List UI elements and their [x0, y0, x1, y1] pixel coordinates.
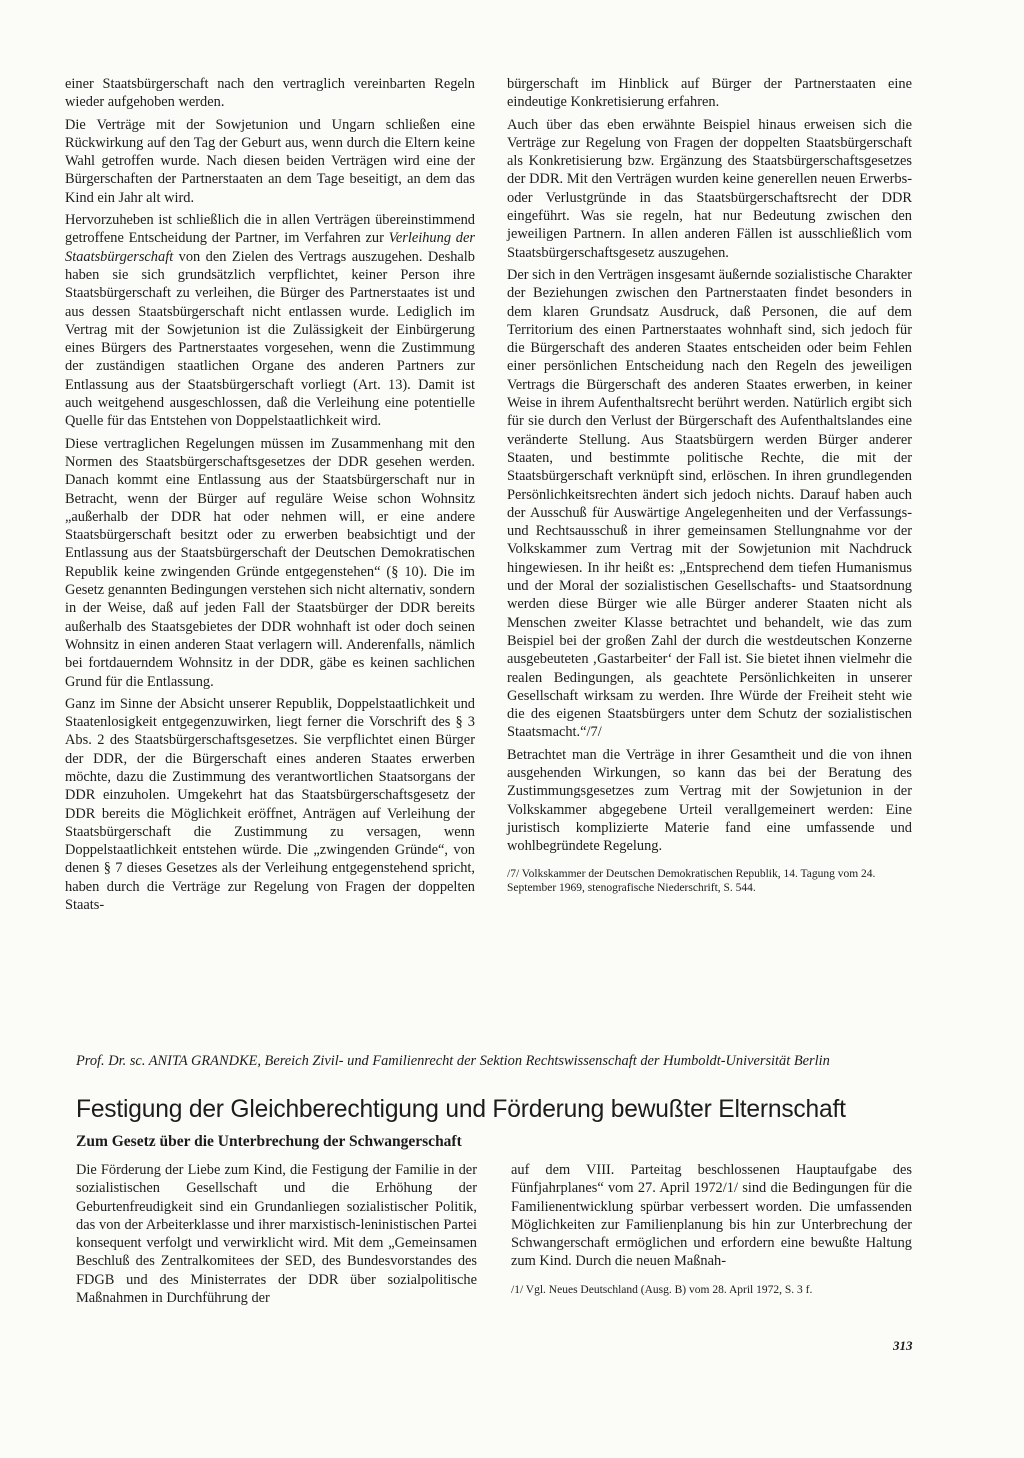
- emphasis-text: Verleihung der Staatsbürgerschaft: [65, 230, 475, 265]
- footnote: /1/ Vgl. Neues Deutschland (Ausg. B) vom 28. April 1972, S. 3 f.: [511, 1283, 813, 1296]
- paragraph: Die Verträge mit der Sowjetunion und Ungarn schließen eine Rückwirkung auf den Tag der Geburt aus, wenn durch die Eltern keine Wahl getroffen wurde. Nach diesen beiden Verträgen wird eine der Bürgerschaften der Partnerstaaten an dem Tage beseitigt, an dem das Kind ein Jahr alt wird.: [65, 116, 475, 206]
- paragraph: auf dem VIII. Parteitag beschlossenen Hauptaufgabe des Fünfjahrplanes“ vom 27. April 1972/1/ sind die Bedingungen für die Familienentwicklung spürbar verbessert worden. Die umfassenden Möglichkeiten zur Familienplanung bis hin zur Unterbrechung der Schwangerschaft ermöglichen und erfordern eine bewußte Haltung zum Kind. Durch die neuen Maßnah-: [511, 1162, 912, 1270]
- paragraph: Betrachtet man die Verträge in ihrer Gesamtheit und die von ihnen ausgehenden Wirkungen, so kann das bei der Beratung des Zustimmungsgesetzes zum Vertrag mit der Sowjetunion in der Volkskammer abgegebene Urteil verallgemeinert werden: Eine juristisch komplizierte Materie fand eine umfassende und wohlbegründete Regelung.: [507, 746, 912, 855]
- paragraph: einer Staatsbürgerschaft nach den vertraglich vereinbarten Regeln wieder aufgehoben werden.: [65, 76, 475, 111]
- top-right-column: [507, 75, 912, 895]
- author-line: Prof. Dr. sc. ANITA GRANDKE, Bereich Zivil- und Familienrecht der Sektion Rechtswissenschaft der Humboldt-Universität Berlin: [76, 1053, 830, 1069]
- article-title: Festigung der Gleichberechtigung und Förderung bewußter Elternschaft: [76, 1096, 846, 1123]
- top-left-column: [65, 75, 475, 918]
- paragraph-text: Hervorzuheben ist schließlich die in allen Verträgen übereinstimmend getroffene Entscheidung der Partner, im Verfahren zur: [65, 212, 475, 247]
- paragraph: [65, 211, 475, 431]
- page-number: 313: [893, 1338, 913, 1353]
- bottom-left-column: [76, 1161, 477, 1311]
- paragraph-text: von den Zielen des Vertrags auszugehen. Deshalb haben sie sich grundsätzlich verpflichtet, keiner Person ihre Staatsbürgerschaft zu verleihen, die Bürger des Partnerstaates ist und aus dessen Staatsbürgerschaft nicht entlassen wurde. Lediglich im Vertrag mit der Sowjetunion ist die Zulässigkeit der Einbürgerung eines Bürgers des Partnerstaates vorgesehen, wenn die Zustimmung der zuständigen staatlichen Organe des anderen Partners zur Entlassung aus der Staatsbürgerschaft vorliegt (Art. 13). Damit ist auch weitgehend ausgeschlossen, daß die Verleihung eine potentielle Quelle für das Entstehen von Doppelstaatlichkeit wird.: [65, 248, 475, 430]
- bottom-right-column: [511, 1161, 912, 1297]
- paragraph: Ganz im Sinne der Absicht unserer Republik, Doppelstaatlichkeit und Staatenlosigkeit entgegenzuwirken, liegt ferner die Vorschrift des § 3 Abs. 2 des Staatsbürgerschaftsgesetzes. Sie verpflichtet einen Bürger der DDR, der die Bürgerschaft eines anderen Staates erwerben möchte, dazu die Zustimmung des verantwortlichen Staatsorgans der DDR einzuholen. Umgekehrt hat das Staatsbürgerschaftsgesetz der DDR bereits die Möglichkeit eröffnet, Anträgen auf Verleihung der Staatsbürgerschaft die Zustimmung zu versagen, wenn Doppelstaatlichkeit entstehen würde. Die „zwingenden Gründe“, von denen § 7 dieses Gesetzes als der Verleihung entgegenstehend spricht, haben durch die Verträge zur Regelung von Fragen der doppelten Staats-: [65, 695, 475, 914]
- paragraph: Der sich in den Verträgen insgesamt äußernde sozialistische Charakter der Beziehungen zwischen den Partnerstaaten findet besonders in dem klaren Grundsatz Ausdruck, daß Personen, die auf dem Territorium des einen Partnerstaates wohnhaft sind, sich jedoch für die Bürgerschaft des anderen Staates entscheiden oder beim Fehlen einer persönlichen Entscheidung nach den Regeln des jeweiligen Vertrags die Bürgerschaft des anderen Staates erwerben, in keiner Weise in ihrem Aufenthaltsrecht berührt werden. Natürlich ergibt sich für sie durch den Verlust der Bürgerschaft des Aufenthaltslandes eine veränderte Stellung. Aus Staatsbürgern werden Bürger anderer Staaten, und bestimmte politische Rechte, die mit der Staatsbürgerschaft verknüpft sind, erlöschen. In ihren grundlegenden Persönlichkeitsrechten ändert sich jedoch nichts. Darauf haben auch der Ausschuß für Auswärtige Angelegenheiten und der Verfassungs- und Rechtsausschuß in ihrer gemeinsamen Stellungnahme vor der Volkskammer zum Vertrag mit der Sowjetunion mit Nachdruck hingewiesen. In ihr heißt es: „Entsprechend dem tiefen Humanismus und der Moral der sozialistischen Gesellschafts- und Staatsordnung werden diese Bürger wie alle Bürger anderer Staaten nicht als Menschen zweiter Klasse betrachtet und behandelt, wie das zum Beispiel bei der großen Zahl der durch die westdeutschen Konzerne ausgebeuteten ‚Gastarbeiter‘ der Fall ist. Sie bietet ihnen vielmehr die realen Bedingungen, als geachtete Persönlichkeiten in unserer Gesellschaft wirksam zu werden. Ihre Würde der Freiheit steht wie die des eigenen Staatsbürgers unter dem Schutz der sozialistischen Staatsmacht.“/7/: [507, 266, 912, 741]
- paragraph: Die Förderung der Liebe zum Kind, die Festigung der Familie in der sozialistischen Gesellschaft und die Erhöhung der Geburtenfreudigkeit sind ein Grundanliegen sozialistischer Politik, das von der Arbeiterklasse und ihrer marxistisch-leninistischen Partei konsequent verfolgt und verwirklicht wird. Mit dem „Gemeinsamen Beschluß des Zentralkomitees der SED, des Bundesvorstandes des FDGB und des Ministerrates der DDR über sozialpolitische Maßnahmen in Durchführung der: [76, 1162, 477, 1307]
- paragraph: Diese vertraglichen Regelungen müssen im Zusammenhang mit den Normen des Staatsbürgerschaftsgesetzes der DDR gesehen werden. Danach kommt eine Entlassung aus der Staatsbürgerschaft nur in Betracht, wenn der Bürger auf reguläre Weise schon Wohnsitz „außerhalb der DDR hat oder nehmen will, er eine andere Staatsbürgerschaft besitzt oder zu erwerben beabsichtigt und der Entlassung aus der Staatsbürgerschaft der Deutschen Demokratischen Republik keine zwingenden Gründe entgegenstehen“ (§ 10). Die im Gesetz genannten Bedingungen verstehen sich nicht alternativ, sondern in der Weise, daß auf jeden Fall der Staatsbürger der DDR bereits außerhalb des Staatsgebietes der DDR wohnhaft ist oder doch seinen Wohnsitz in einen anderen Staat verlagern will. Anderenfalls, nämlich bei fortdauerndem Wohnsitz in der DDR, gäbe es keinen sachlichen Grund für die Entlassung.: [65, 435, 475, 690]
- footnote: /7/ Volkskammer der Deutschen Demokratischen Republik, 14. Tagung vom 24. September 1969, stenografische Niederschrift, S. 544.: [507, 868, 876, 895]
- paragraph: bürgerschaft im Hinblick auf Bürger der Partnerstaaten eine eindeutige Konkretisierung erfahren.: [507, 76, 912, 111]
- article-subtitle: Zum Gesetz über die Unterbrechung der Schwangerschaft: [76, 1133, 462, 1150]
- paragraph: Auch über das eben erwähnte Beispiel hinaus erweisen sich die Verträge zur Regelung von Fragen der doppelten Staatsbürgerschaft als Konkretisierung bzw. Ergänzung des Staatsbürgerschaftsgesetzes der DDR. Mit den Verträgen wurden keine generellen neuen Erwerbs- oder Verlustgründe in das Staatsbürgerschaftsrecht der DDR eingeführt. Was sie regeln, hat nur Bedeutung zwischen den jeweiligen Partnern. In allen anderen Fällen ist ausschließlich vom Staatsbürgerschaftsgesetz auszugehen.: [507, 116, 912, 261]
